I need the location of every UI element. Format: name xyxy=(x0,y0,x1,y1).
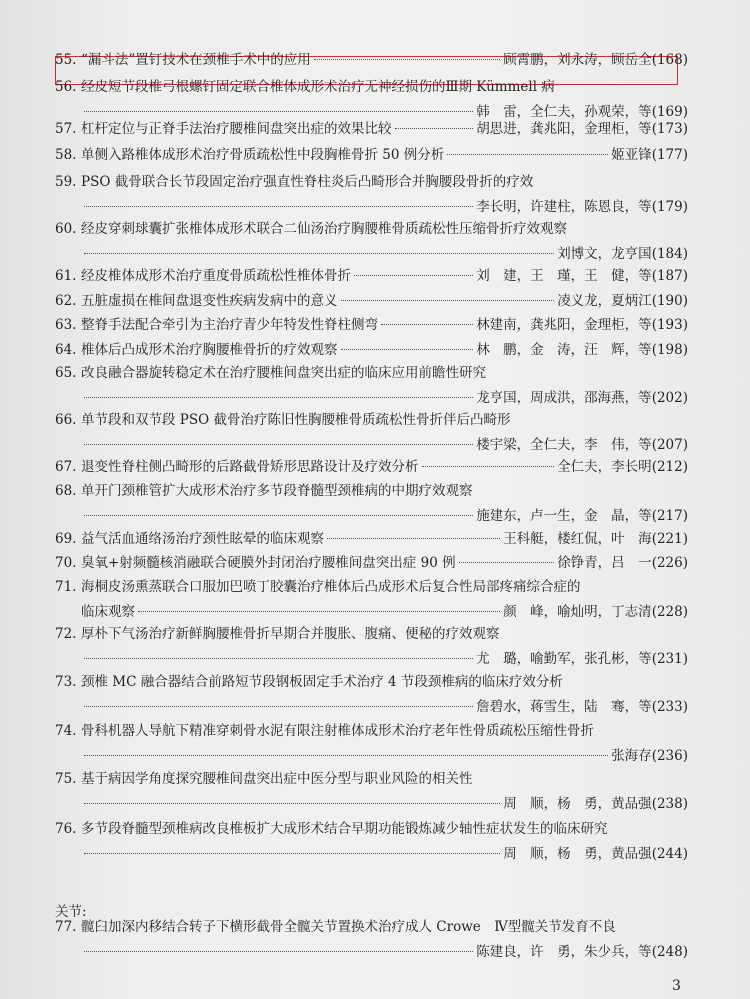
leader-dots xyxy=(459,562,555,563)
entry-number: 66. xyxy=(55,412,77,428)
entry-title: 基于病因学角度探究腰椎间盘突出症中医分型与职业风险的相关性 xyxy=(81,771,473,787)
entry-title: 经皮穿刺球囊扩张椎体成形术联合二仙汤治疗胸腰椎骨质疏松性压缩骨折疗效观察 xyxy=(81,221,567,237)
leader-dots xyxy=(84,853,500,854)
entry-page: (221) xyxy=(651,531,688,547)
entry-page: (173) xyxy=(651,121,688,137)
leader-dots xyxy=(314,59,500,60)
entry-authors: 陈建良，许 勇，朱少兵，等 xyxy=(476,944,652,960)
entry-number: 63. xyxy=(55,317,77,333)
entry-number: 65. xyxy=(55,365,77,381)
entry-title: 单节段和双节段 PSO 截骨治疗陈旧性胸腰椎骨质疏松性骨折伴后凸畸形 xyxy=(81,412,511,428)
entry-page: (187) xyxy=(651,268,688,284)
entry-authors: 凌义龙，夏炳江 xyxy=(557,293,652,309)
entry-authors: 周 顺，杨 勇，黄品强 xyxy=(503,846,652,862)
entry-title: 海桐皮汤熏蒸联合口服加巴喷丁胶囊治疗椎体后凸成形术后复合性局部疼痛综合症的 xyxy=(81,579,581,595)
entry-page: (236) xyxy=(651,748,688,764)
entry-authors: 全仁夫，李长明 xyxy=(557,459,652,475)
entry-authors: 胡思进，龚兆阳，金理柜，等 xyxy=(476,121,652,137)
entry-page: (179) xyxy=(651,199,688,215)
entry-number: 67. xyxy=(55,459,77,475)
entry-number: 71. xyxy=(55,579,77,595)
entry-title: 经皮椎体成形术治疗重度骨质疏松性椎体骨折 xyxy=(81,268,351,284)
entry-title: PSO 截骨联合长节段固定治疗强直性脊柱炎后凸畸形合并胸腰段骨折的疗效 xyxy=(81,174,534,190)
entry-title-continued: 临床观察 xyxy=(81,604,135,620)
leader-dots xyxy=(84,755,608,756)
entry-authors: 詹碧水，蒋雪生，陆 骞，等 xyxy=(476,699,652,715)
entry-title: 髋臼加深内移结合转子下横形截骨全髋关节置换术治疗成人 Crowe Ⅳ型髋关节发育不良 xyxy=(81,919,616,935)
entry-title: 经皮短节段椎弓根螺钉固定联合椎体成形术治疗无神经损伤的Ⅲ期 Kümmell 病 xyxy=(81,79,555,95)
entry-page: (202) xyxy=(651,390,688,406)
leader-dots xyxy=(84,206,473,207)
entry-authors: 周 顺，杨 勇，黄品强 xyxy=(503,796,652,812)
leader-dots xyxy=(84,706,473,707)
entry-title: 颈椎 MC 融合器结合前路短节段钢板固定手术治疗 4 节段颈椎病的临床疗效分析 xyxy=(81,674,563,690)
entry-page: (244) xyxy=(651,846,688,862)
leader-dots xyxy=(138,611,500,612)
entry-authors: 韩 雷，全仁夫，孙观荣，等 xyxy=(476,104,652,120)
entry-title: 五脏虚损在椎间盘退变性疾病发病中的意义 xyxy=(81,293,338,309)
entry-authors: 林 鹏，金 涛，汪 辉，等 xyxy=(476,342,652,358)
entry-authors: 龙亨国，周成洪，邵海燕，等 xyxy=(476,390,652,406)
entry-number: 73. xyxy=(55,674,77,690)
entry-authors: 刘 建，王 瑾，王 健，等 xyxy=(476,268,652,284)
entry-page: (169) xyxy=(651,104,688,120)
entry-title: 臭氧+射频髓核消融联合硬膜外封闭治疗腰椎间盘突出症 90 例 xyxy=(81,555,456,571)
entry-number: 68. xyxy=(55,483,77,499)
entry-number: 61. xyxy=(55,268,77,284)
entry-number: 69. xyxy=(55,531,77,547)
entry-title: 椎体后凸成形术治疗胸腰椎骨折的疗效观察 xyxy=(81,342,338,358)
leader-dots xyxy=(84,951,473,952)
entry-page: (207) xyxy=(651,437,688,453)
entry-page: (231) xyxy=(651,651,688,667)
leader-dots xyxy=(84,444,473,445)
entry-number: 60. xyxy=(55,221,77,237)
entry-number: 62. xyxy=(55,293,77,309)
entry-authors: 顾霄鹏，刘永涛，顾岳全 xyxy=(503,52,652,68)
entry-authors: 徐铮青，吕 一 xyxy=(557,555,652,571)
entry-number: 57. xyxy=(55,121,77,137)
entry-authors: 姬亚锋 xyxy=(611,147,652,163)
entry-number: 72. xyxy=(55,626,77,642)
entry-title: “漏斗法”置钉技术在颈椎手术中的应用 xyxy=(81,52,311,68)
entry-page: (233) xyxy=(651,699,688,715)
entry-title: 骨科机器人导航下精准穿刺骨水泥有限注射椎体成形术治疗老年性骨质疏松压缩性骨折 xyxy=(81,723,594,739)
entry-number: 56. xyxy=(55,79,77,95)
entry-authors: 王科艇，楼红侃，叶 海 xyxy=(503,531,652,547)
entry-title: 单开门颈椎管扩大成形术治疗多节段脊髓型颈椎病的中期疗效观察 xyxy=(81,483,473,499)
entry-page: (190) xyxy=(651,293,688,309)
entry-page: (217) xyxy=(651,508,688,524)
entry-page: (177) xyxy=(651,147,688,163)
leader-dots xyxy=(341,300,555,301)
entry-number: 76. xyxy=(55,821,77,837)
leader-dots xyxy=(381,324,473,325)
entry-number: 75. xyxy=(55,771,77,787)
leader-dots xyxy=(84,658,473,659)
entry-page: (248) xyxy=(651,944,688,960)
entry-title: 益气活血通络汤治疗颈性眩晕的临床观察 xyxy=(81,531,324,547)
entry-title: 退变性脊柱侧凸畸形的后路截骨矫形思路设计及疗效分析 xyxy=(81,459,419,475)
entry-number: 77. xyxy=(55,919,77,935)
entry-authors: 尤 璐，喻勤军，张孔彬，等 xyxy=(476,651,652,667)
leader-dots xyxy=(422,466,555,467)
entry-title: 单侧入路椎体成形术治疗骨质疏松性中段胸椎骨折 50 例分析 xyxy=(81,147,445,163)
leader-dots xyxy=(327,538,500,539)
entry-title: 厚朴下气汤治疗新鲜胸腰椎骨折早期合并腹胀、腹痛、便秘的疗效观察 xyxy=(81,626,500,642)
entry-title: 改良融合器旋转稳定术在治疗腰椎间盘突出症的临床应用前瞻性研究 xyxy=(81,365,486,381)
entry-number: 74. xyxy=(55,723,77,739)
entry-title: 整脊手法配合牵引为主治疗青少年特发性脊柱侧弯 xyxy=(81,317,378,333)
entry-number: 64. xyxy=(55,342,77,358)
entry-number: 58. xyxy=(55,147,77,163)
leader-dots xyxy=(84,253,554,254)
entry-authors: 楼宇梁，全仁夫，李 伟，等 xyxy=(476,437,652,453)
entry-page: (193) xyxy=(651,317,688,333)
entry-page: (226) xyxy=(651,555,688,571)
leader-dots xyxy=(395,128,474,129)
entry-authors: 刘博文，龙亨国 xyxy=(557,246,652,262)
entry-authors: 张海存 xyxy=(611,748,652,764)
entry-authors: 颜 峰，喻灿明，丁志清 xyxy=(503,604,652,620)
section-label: 关节: xyxy=(55,904,87,920)
entry-authors: 施建东，卢一生，金 晶，等 xyxy=(476,508,652,524)
leader-dots xyxy=(447,154,608,155)
entry-page: (198) xyxy=(651,342,688,358)
leader-dots xyxy=(84,515,473,516)
entry-page: (228) xyxy=(651,604,688,620)
entry-page: (184) xyxy=(651,246,688,262)
entry-title: 杠杆定位与正脊手法治疗腰椎间盘突出症的效果比较 xyxy=(81,121,392,137)
entry-authors: 林建南，龚兆阳，金理柜，等 xyxy=(476,317,652,333)
leader-dots xyxy=(84,397,473,398)
page-number: 3 xyxy=(672,978,681,994)
leader-dots xyxy=(84,111,473,112)
entry-title: 多节段脊髓型颈椎病改良椎板扩大成形术结合早期功能锻炼减少轴性症状发生的临床研究 xyxy=(81,821,608,837)
leader-dots xyxy=(341,349,474,350)
entry-page: (238) xyxy=(651,796,688,812)
leader-dots xyxy=(84,803,500,804)
entry-page: (212) xyxy=(651,459,688,475)
entry-authors: 李长明，许建柱，陈恩良，等 xyxy=(476,199,652,215)
entry-number: 55. xyxy=(55,52,77,68)
entry-number: 70. xyxy=(55,555,77,571)
entry-page: (168) xyxy=(651,52,688,68)
leader-dots xyxy=(354,275,473,276)
entry-number: 59. xyxy=(55,174,77,190)
